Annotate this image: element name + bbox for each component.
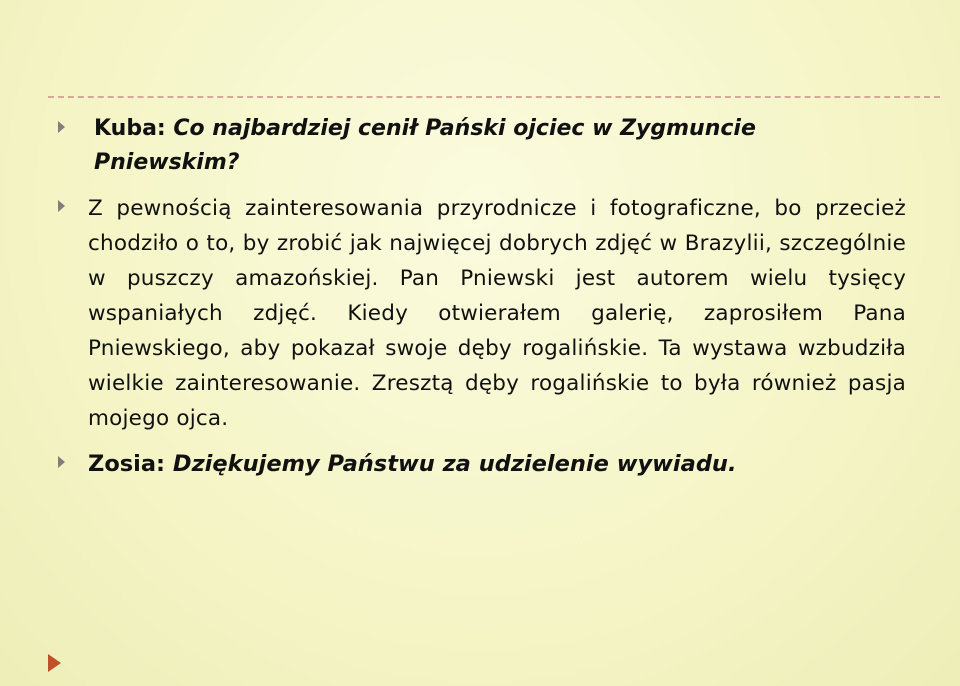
bullet-closing <box>56 447 906 481</box>
closing-text <box>88 447 906 481</box>
question-body: Co najbardziej cenił Pański ojciec w Zygmuncie Pniewskim? <box>94 116 756 175</box>
slide-content <box>56 112 906 492</box>
closing-body: Dziękujemy Państwu za udzielenie wywiadu. <box>172 451 737 477</box>
question-text <box>94 112 906 180</box>
triangle-bullet-icon <box>58 200 65 212</box>
answer-text: Z pewnością zainteresowania przyrodnicze i fotograficzne, bo przecież chodziło o to, by zrobić jak najwięcej dobrych zdjęć w Brazylii, szczególnie w puszczy amazońskiej. Pan Pniewski jest autorem wielu tysięcy wspaniałych zdjęć. Kiedy otwierałem galerię, zaprosiłem Pana Pniewskiego, aby pokazał swoje dęby rogalińskie. Ta wystawa wzbudziła wielkie zainteresowanie. Zresztą dęby rogalińskie to była również pasja mojego ojca. <box>88 196 906 431</box>
triangle-bullet-icon <box>58 121 65 133</box>
play-arrow-icon[interactable] <box>48 654 61 672</box>
bullet-question-1 <box>56 112 906 180</box>
title-divider <box>48 96 940 98</box>
triangle-bullet-icon <box>58 456 65 468</box>
speaker-label: Zosia: <box>88 451 166 477</box>
bullet-answer <box>56 191 906 436</box>
speaker-label: Kuba: <box>94 116 166 141</box>
